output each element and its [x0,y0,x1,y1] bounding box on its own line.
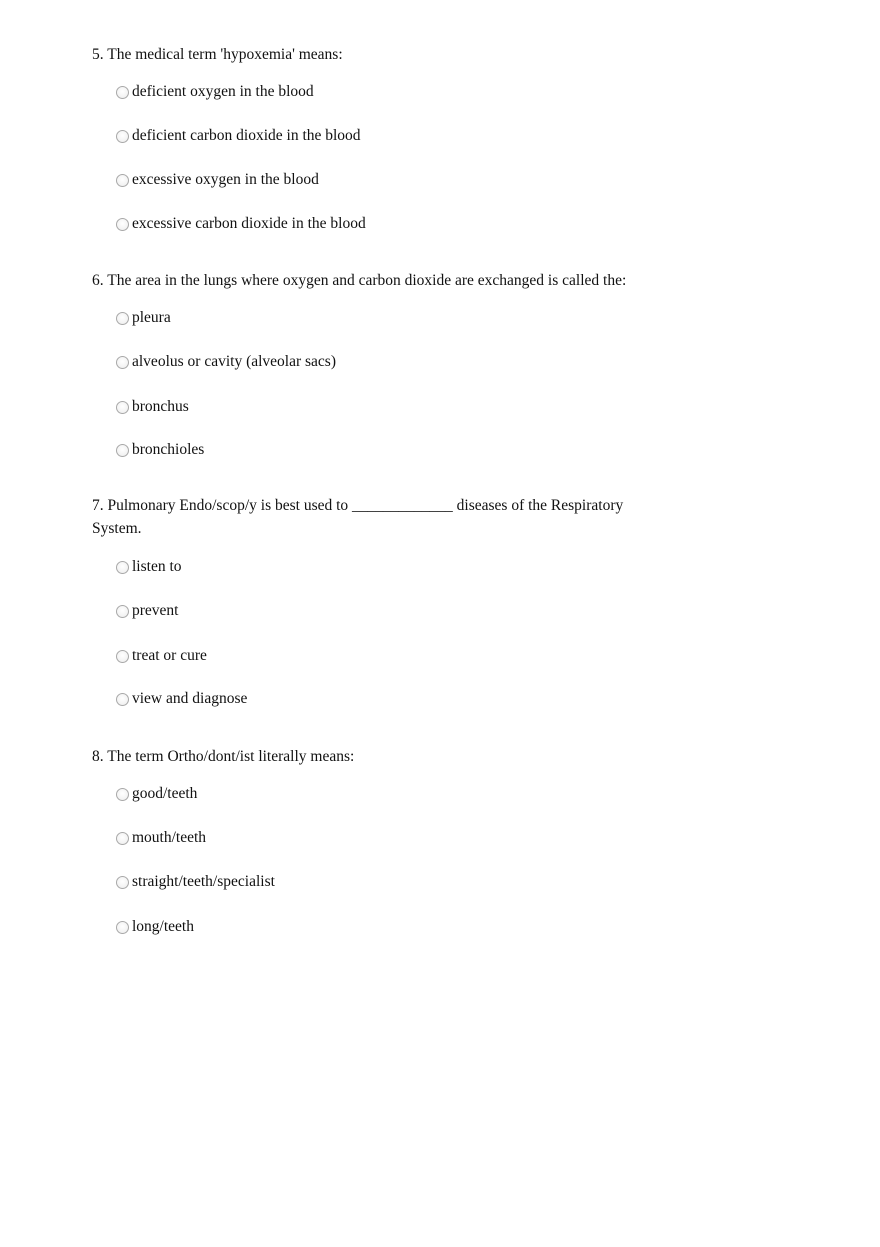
answer-option[interactable] [116,126,361,146]
answer-option[interactable] [116,170,319,190]
question-8 [92,745,662,935]
question-7 [92,494,662,707]
option-label: deficient carbon dioxide in the blood [132,127,361,144]
question-text: 7. Pulmonary Endo/scop/y is best used to _____________ diseases of the Respiratory System. [92,497,624,537]
question-text: 8. The term Ortho/dont/ist literally means: [92,748,355,765]
question-text: 6. The area in the lungs where oxygen and carbon dioxide are exchanged is called the: [92,272,627,289]
option-label: excessive oxygen in the blood [132,171,319,188]
answer-option[interactable] [116,557,182,577]
radio-button-icon[interactable] [116,218,129,231]
option-label: prevent [132,602,179,619]
option-label: good/teeth [132,785,198,802]
answer-option[interactable] [116,397,189,417]
radio-button-icon[interactable] [116,401,129,414]
radio-button-icon[interactable] [116,605,129,618]
question-6 [92,269,662,458]
answer-option[interactable] [116,352,336,372]
radio-button-icon[interactable] [116,650,129,663]
radio-button-icon[interactable] [116,312,129,325]
answer-option[interactable] [116,82,314,102]
radio-button-icon[interactable] [116,832,129,845]
radio-button-icon[interactable] [116,693,129,706]
radio-button-icon[interactable] [116,921,129,934]
question-text: 5. The medical term 'hypoxemia' means: [92,46,343,63]
radio-button-icon[interactable] [116,444,129,457]
option-label: bronchioles [132,441,205,458]
radio-button-icon[interactable] [116,174,129,187]
radio-button-icon[interactable] [116,130,129,143]
option-label: pleura [132,309,171,326]
answer-option[interactable] [116,646,207,666]
option-label: deficient oxygen in the blood [132,83,314,100]
answer-option[interactable] [116,784,197,804]
answer-option[interactable] [116,872,275,892]
radio-button-icon[interactable] [116,788,129,801]
answer-option[interactable] [116,440,204,460]
option-label: listen to [132,558,182,575]
option-label: bronchus [132,398,189,415]
option-label: view and diagnose [132,690,248,707]
radio-button-icon[interactable] [116,356,129,369]
option-label: mouth/teeth [132,829,207,846]
answer-option[interactable] [116,601,178,621]
radio-button-icon[interactable] [116,86,129,99]
answer-option[interactable] [116,828,206,848]
answer-option[interactable] [116,308,171,328]
option-label: long/teeth [132,918,194,935]
option-label: treat or cure [132,647,207,664]
answer-option[interactable] [116,689,247,709]
question-5 [92,43,662,232]
radio-button-icon[interactable] [116,561,129,574]
answer-option[interactable] [116,214,366,234]
option-label: excessive carbon dioxide in the blood [132,215,366,232]
answer-option[interactable] [116,917,194,937]
radio-button-icon[interactable] [116,876,129,889]
option-label: straight/teeth/specialist [132,873,275,890]
option-label: alveolus or cavity (alveolar sacs) [132,353,336,370]
